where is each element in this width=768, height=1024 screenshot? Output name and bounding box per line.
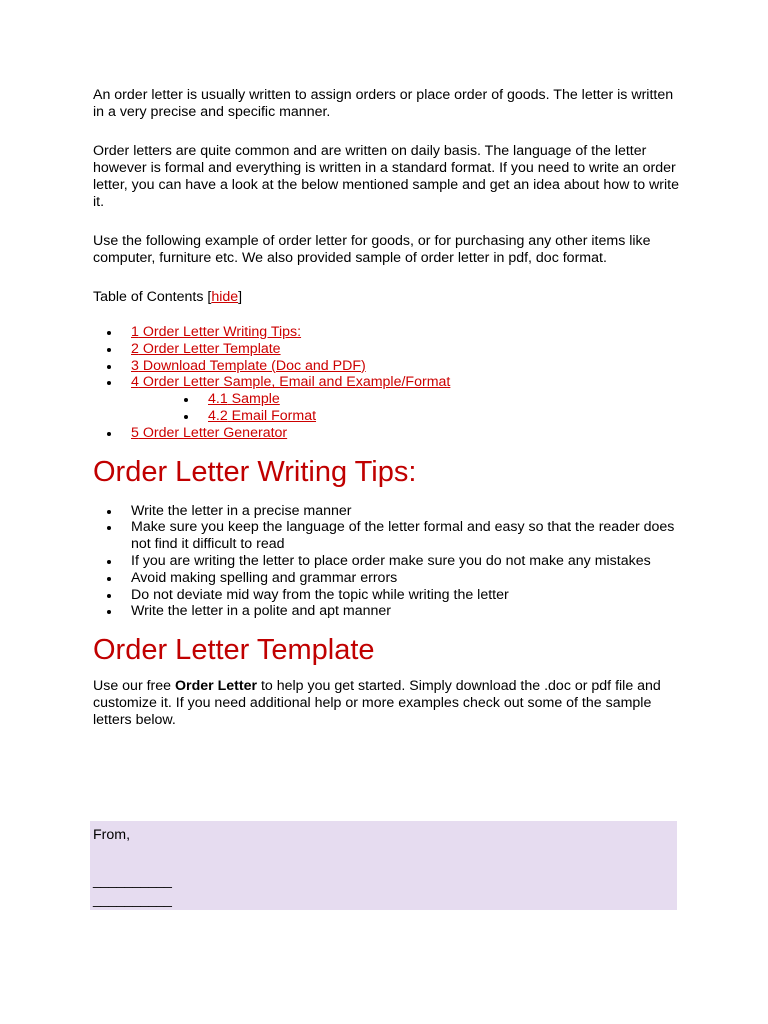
- toc-sublist: [169, 391, 683, 425]
- toc-item: [93, 358, 683, 375]
- toc-link-4-1[interactable]: [208, 391, 280, 407]
- tips-item: Avoid making spelling and grammar errors: [93, 570, 683, 587]
- toc-label: Sample: [227, 391, 280, 408]
- toc-link-3[interactable]: [131, 358, 366, 374]
- toc-label: Order Letter Generator: [138, 424, 288, 441]
- sample-blank-line-2: __________: [93, 892, 172, 908]
- template-heading: Order Letter Template: [93, 634, 375, 667]
- toc-number: 2: [131, 340, 139, 357]
- toc-label: Order Letter Sample, Email and Example/Format: [138, 374, 451, 391]
- toc-item: [93, 425, 683, 442]
- sample-letter-box: [90, 821, 677, 910]
- toc-item: [93, 324, 683, 341]
- tips-item: Write the letter in a polite and apt manner: [93, 603, 683, 620]
- tips-item: Write the letter in a precise manner: [93, 503, 683, 520]
- toc-link-2[interactable]: [131, 341, 281, 357]
- intro-paragraph-2: Order letters are quite common and are written on daily basis. The language of the letter however is formal and everything is written in a standard format. If you need to write an order letter, you can have a look at the below mentioned sample and get an idea about how to write it.: [93, 143, 680, 210]
- sample-blank-line-1: __________: [93, 873, 172, 889]
- toc-label: Order Letter Template: [138, 340, 281, 357]
- template-paragraph: [93, 678, 683, 729]
- table-of-contents: [93, 324, 683, 442]
- tips-heading: Order Letter Writing Tips:: [93, 455, 417, 488]
- toc-title: [93, 289, 683, 306]
- template-bold-text: Order Letter: [175, 678, 258, 695]
- tips-item: If you are writing the letter to place order make sure you do not make any mistakes: [93, 553, 683, 570]
- toc-label: Order Letter Writing Tips:: [138, 324, 302, 340]
- toc-title-text: Table of Contents [: [93, 289, 212, 305]
- tips-item: Do not deviate mid way from the topic while writing the letter: [93, 587, 683, 604]
- toc-number: 4.2: [208, 407, 228, 424]
- toc-item: [93, 374, 683, 424]
- toc-number: 5: [131, 424, 139, 441]
- toc-number: 4.1: [208, 391, 228, 408]
- tips-list: [93, 503, 683, 621]
- toc-number: 1: [131, 324, 139, 340]
- template-text-after: to help you get started. Simply download the .doc or pdf file and customize it. If you need additional help or more examples check out some of the sample letters below.: [93, 678, 661, 729]
- sample-from: From,: [93, 827, 131, 843]
- toc-label: Download Template (Doc and PDF): [138, 357, 366, 374]
- toc-item: [93, 341, 683, 358]
- tips-item: Make sure you keep the language of the letter formal and easy so that the reader does not find it difficult to read: [93, 519, 683, 553]
- document-body: [93, 87, 683, 729]
- toc-label: Email Format: [227, 407, 317, 424]
- toc-link-1[interactable]: [131, 324, 301, 340]
- toc-link-4[interactable]: [131, 374, 450, 390]
- toc-link-5[interactable]: [131, 425, 287, 441]
- toc-number: 4: [131, 374, 139, 391]
- toc-hide-link[interactable]: hide: [211, 289, 239, 305]
- toc-subitem: [169, 408, 683, 425]
- toc-number: 3: [131, 357, 139, 374]
- intro-paragraph-3: Use the following example of order letter for goods, or for purchasing any other items like computer, furniture etc. We also provided sample of order letter in pdf, doc format.: [93, 233, 651, 266]
- toc-subitem: [169, 391, 683, 408]
- template-text-before: Use our free: [93, 678, 176, 695]
- intro-paragraph-1: An order letter is usually written to assign orders or place order of goods. The letter is written in a very precise and specific manner.: [93, 87, 674, 120]
- toc-link-4-2[interactable]: [208, 408, 316, 424]
- toc-title-close: ]: [238, 289, 243, 305]
